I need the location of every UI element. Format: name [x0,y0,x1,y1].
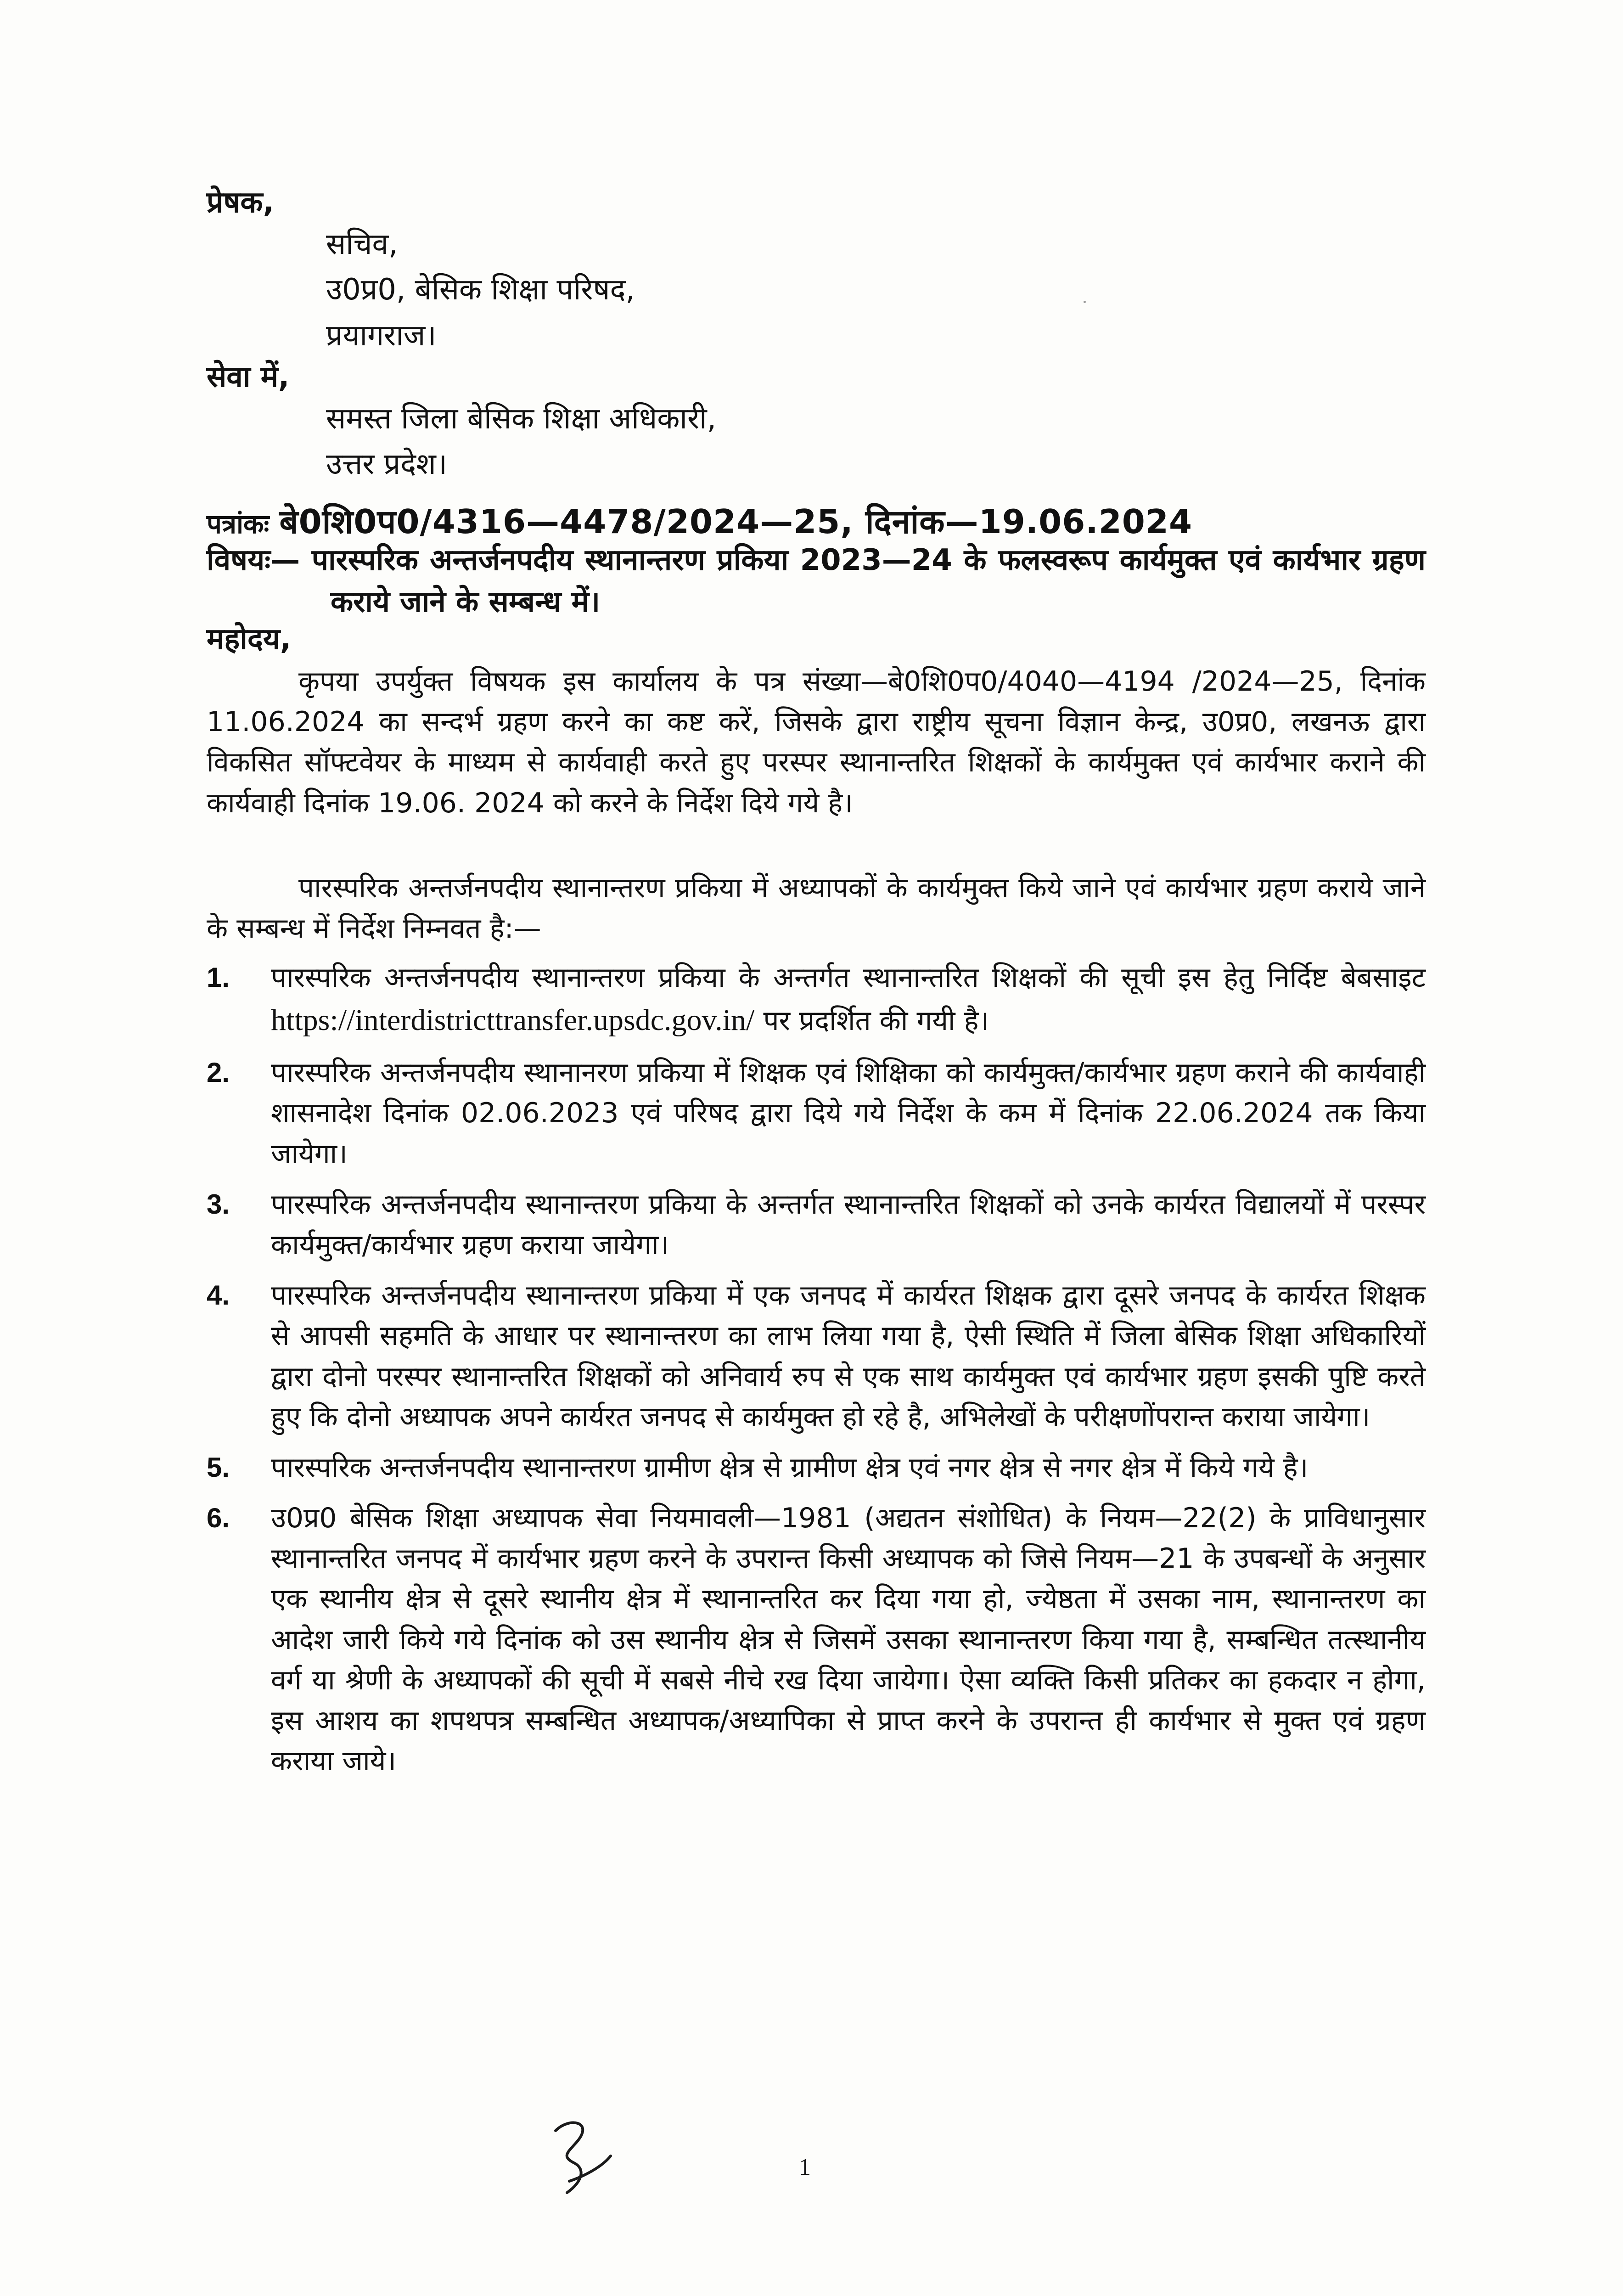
recipient-label: सेवा में, [207,360,290,394]
list-item [207,1498,1426,1781]
reference-line [207,498,1426,543]
sender-label: प्रेषक, [207,186,274,219]
sender-line: प्रयागराज। [326,318,437,353]
item-number: 1. [207,962,230,993]
sender-line: उ0प्र0, बेसिक शिक्षा परिषद, [326,273,635,307]
item-text: पारस्परिक अन्तर्जनपदीय स्थानान्तरण ग्रामीण क्षेत्र से ग्रामीण क्षेत्र एवं नगर क्षेत्र से नगर क्षेत्र में किये गये है। [271,1451,1309,1484]
list-item [207,957,1426,1042]
signature-mark [542,2112,615,2200]
sender-block [207,184,1426,359]
item-number: 5. [207,1452,230,1483]
website-link[interactable]: https://interdistricttransfer.upsdc.gov.in/ [271,1003,755,1037]
subject [207,540,1426,623]
subject-line [207,540,1426,623]
item-text: पारस्परिक अन्तर्जनपदीय स्थानान्तरण प्रकिया में एक जनपद में कार्यरत शिक्षक द्वारा दूसरे जनपद के कार्यरत शिक्षक से आपसी सहमति के आधार पर स्थानान्तरण का लाभ लिया गया है, ऐसी स्थिति में जिला बेसिक शिक्षा अधिकारियों द्वारा दोनो परस्पर स्थानान्तरित शिक्षकों को अनिवार्य रुप से एक साथ कार्यमुक्त एवं कार्यभार ग्रहण इसकी पुष्टि करते हुए कि दोनो अध्यापक अपने कार्यरत जनपद से कार्यमुक्त हो रहे है, अभिलेखों के परीक्षणोंपरान्त कराया जायेगा। [271,1279,1426,1433]
item-number: 2. [207,1057,230,1088]
item-text-part: पारस्परिक अन्तर्जनपदीय स्थानान्तरण प्रकिया के अन्तर्गत स्थानान्तरित शिक्षकों की सूची इस हेतु निर्दिष्ट बेबसाइट [271,962,1426,994]
subject-text: पारस्परिक अन्तर्जनपदीय स्थानान्तरण प्रकिया 2023—24 के फलस्वरूप कार्यमुक्त एवं कार्यभार ग्रहण कराये जाने के सम्बन्ध में। [311,543,1426,619]
instructions-list [207,957,1426,1791]
list-item [207,1447,1426,1488]
body-paragraph: कृपया उपर्युक्त विषयक इस कार्यालय के पत्र संख्या—बे0शि0प0/4040—4194 /2024—25, दिनांक 11.06.2024 का सन्दर्भ ग्रहण करने का कष्ट करें, जिसके द्वारा राष्ट्रीय सूचना विज्ञान केन्द्र, उ0प्र0, लखनऊ द्वारा विकसित सॉफ्टवेयर के माध्यम से कार्यवाही करते हुए परस्पर स्थानान्तरित शिक्षकों के कार्यमुक्त एवं कार्यभार कराने की कार्यवाही दिनांक 19.06. 2024 को करने के निर्देश दिये गये है। [207,665,1426,819]
recipient-block [207,358,1426,488]
item-number: 6. [207,1503,230,1534]
list-item [207,1184,1426,1265]
item-text [271,957,1426,1042]
list-item [207,1275,1426,1437]
salutation: महोदय, [207,622,292,656]
reference-label: पत्रांकः [207,508,270,540]
item-text-part: पर प्रदर्शित की गयी है। [763,1005,989,1037]
sender-line: सचिव, [326,227,398,262]
item-number: 3. [207,1188,230,1220]
list-item [207,1052,1426,1174]
page-number: 1 [799,2154,811,2180]
item-text: पारस्परिक अन्तर्जनपदीय स्थानान्तरण प्रकिया के अन्तर्गत स्थानान्तरित शिक्षकों को उनके कार्यरत विद्यालयों में परस्पर कार्यमुक्त/कार्यभार ग्रहण कराया जायेगा। [271,1188,1426,1261]
body-paragraph: पारस्परिक अन्तर्जनपदीय स्थानान्तरण प्रकिया में अध्यापकों के कार्यमुक्त किये जाने एवं कार्यभार ग्रहण कराये जाने के सम्बन्ध में निर्देश निम्नवत है:— [207,872,1426,945]
item-number: 4. [207,1280,230,1311]
item-text: पारस्परिक अन्तर्जनपदीय स्थानानरण प्रकिया में शिक्षक एवं शिक्षिका को कार्यमुक्त/कार्यभार ग्रहण कराने की कार्यवाही शासनादेश दिनांक 02.06.2023 एवं परिषद द्वारा दिये गये निर्देश के कम में दिनांक 22.06.2024 तक किया जायेगा। [271,1057,1426,1170]
recipient-line: समस्त जिला बेसिक शिक्षा अधिकारी, [326,402,717,436]
reference-number: बे0शि0प0/4316—4478/2024—25, दिनांक—19.06.2024 [279,502,1193,541]
recipient-line: उत्तर प्रदेश। [326,447,447,482]
scan-speck [1084,301,1086,303]
subject-label: विषयः— [207,543,300,577]
item-text: उ0प्र0 बेसिक शिक्षा अध्यापक सेवा नियमावली—1981 (अद्यतन संशोधित) के नियम—22(2) के प्राविधानुसार स्थानान्तरित जनपद में कार्यभार ग्रहण करने के उपरान्त किसी अध्यापक को जिसे नियम—21 के उपबन्धों के अनुसार एक स्थानीय क्षेत्र से दूसरे स्थानीय क्षेत्र में स्थानान्तरित कर दिया गया हो, ज्येष्ठता में उसका नाम, स्थानान्तरण का आदेश जारी किये गये दिनांक को उस स्थानीय क्षेत्र से जिसमें उसका स्थानान्तरण किया गया है, सम्बन्धित तत्स्थानीय वर्ग या श्रेणी के अध्यापकों की सूची में सबसे नीचे रख दिया जायेगा। ऐसा व्यक्ति किसी प्रतिकर का हकदार न होगा, इस आशय का शपथपत्र सम्बन्धित अध्यापक/अध्यापिका से प्राप्त करने के उपरान्त ही कार्यभार से मुक्त एवं ग्रहण कराया जाये। [271,1502,1426,1778]
